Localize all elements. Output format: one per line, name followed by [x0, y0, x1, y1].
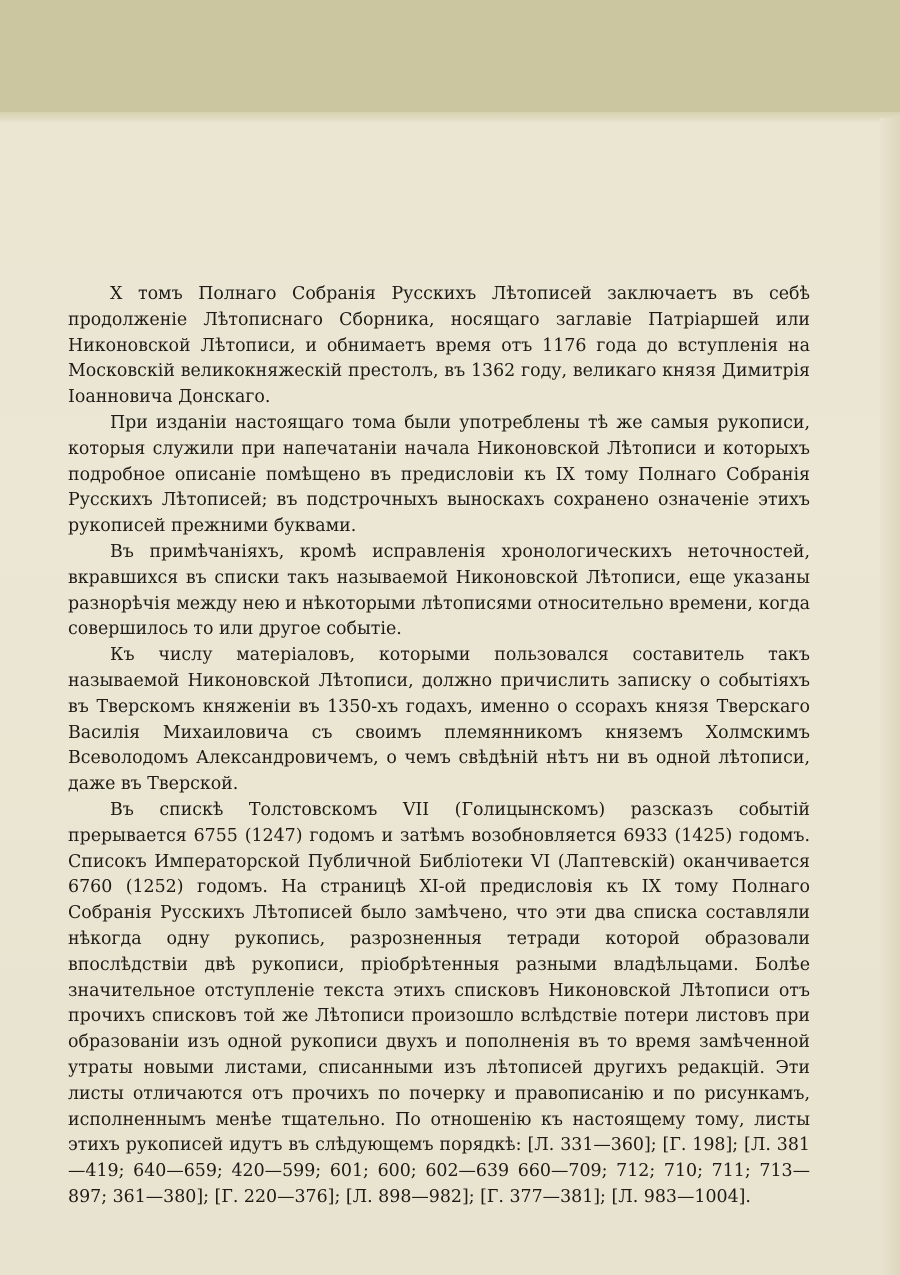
paragraph-2: При изданіи настоящаго тома были употреблены тѣ же самыя рукописи, которыя служили при напечатаніи начала Никоновской Лѣтописи и которыхъ подробное описаніе помѣщено въ предисловіи къ IX тому Полнаго Собранія Русскихъ Лѣтописей; въ подстрочныхъ выноскахъ сохранено означеніе этихъ рукописей прежними буквами. [68, 412, 810, 537]
paragraph-5: Въ спискѣ Толстовскомъ VII (Голицынскомъ) разсказъ событій прерывается 6755 (1247) годомъ и затѣмъ возобновляется 6933 (1425) годомъ. Списокъ Императорской Публичной Библіотеки VI (Лаптевскій) оканчивается 6760 (1252) годомъ. На страницѣ XI-ой предисловія къ IX тому Полнаго Собранія Русскихъ Лѣтописей было замѣчено, что эти два списка составляли нѣкогда одну рукопись, разрозненныя тетради которой образовали впослѣдствіи двѣ рукописи, пріобрѣтенныя разными владѣльцами. Болѣе значительное отступленіе текста этихъ списковъ Никоновской Лѣтописи отъ прочихъ списковъ той же Лѣтописи произошло вслѣдствіе потери листовъ при образованіи изъ одной рукописи двухъ и пополненія въ то время замѣченной утраты новыми листами, списанными изъ лѣтописей другихъ редакцій. Эти листы отличаются отъ прочихъ по почерку и правописанію и по рисункамъ, исполненнымъ менѣе тщательно. По отношенію къ настоящему тому, листы этихъ рукописей идутъ въ слѣдующемъ порядкѣ: [Л. 331—360]; [Г. 198]; [Л. 381—419; 640—659; 420—599; 601; 600; 602—639 660—709; 712; 710; 711; 713—897; 361—380]; [Г. 220—376]; [Л. 898—982]; [Г. 377—381]; [Л. 983—1004]. [68, 799, 810, 1207]
paragraph-1: X томъ Полнаго Собранія Русскихъ Лѣтописей заключаетъ въ себѣ продолженіе Лѣтописнаго Сборника, носящаго заглавіе Патріаршей или Никоновской Лѣтописи, и обнимаетъ время отъ 1176 года до вступленія на Московскій великокняжескій престолъ, въ 1362 году, великаго князя Димитрія Іоанновича Донскаго. [68, 284, 810, 408]
paragraph-4: Къ числу матеріаловъ, которыми пользовался составитель такъ называемой Никоновской Лѣтописи, должно причислить записку о событіяхъ въ Тверскомъ княженіи въ 1350-хъ годахъ, именно о ссорахъ князя Тверскаго Василія Михаиловича съ своимъ племянникомъ княземъ Холмскимъ Всеволодомъ Александровичемъ, о чемъ свѣдѣній нѣтъ ни въ одной лѣтописи, даже въ Тверской. [68, 645, 810, 795]
page-right-edge [880, 118, 900, 1275]
page-top-edge [0, 112, 900, 122]
preface-text [68, 282, 810, 1211]
paragraph-3: Въ примѣчаніяхъ, кромѣ исправленія хронологическихъ неточностей, вкравшихся въ списки такъ называемой Никоновской Лѣтописи, еще указаны разнорѣчія между нею и нѣкоторыми лѣтописями относительно времени, когда совершилось то или другое событіе. [68, 541, 810, 640]
page-top-shadow [0, 0, 900, 118]
